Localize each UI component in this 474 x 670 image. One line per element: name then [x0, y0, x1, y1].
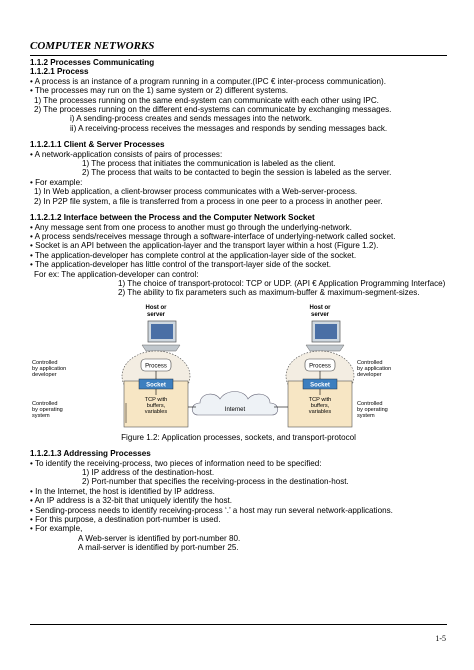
text-line: 2) In P2P file system, a file is transferred from a process in one peer to a process in another peer.	[34, 196, 383, 206]
svg-text:developer: developer	[357, 371, 382, 378]
text-line: A mail-server is identified by port-number 25.	[78, 543, 239, 553]
text-line: • A process sends/receives message through a software-interface of underlying-network called socket.	[30, 231, 396, 241]
svg-text:system: system	[32, 412, 50, 419]
process-label-left: Process	[145, 363, 167, 370]
page-number: 1-5	[435, 634, 446, 643]
text-line: 1) IP address of the destination-host.	[82, 467, 215, 477]
host-label-right: Host or	[309, 304, 331, 311]
text-line: • To identify the receiving-process, two pieces of information need to be specified:	[30, 458, 322, 468]
subsection-heading: 1.1.2.1.3 Addressing Processes	[30, 449, 151, 459]
header-rule	[30, 55, 447, 56]
svg-text:server: server	[310, 311, 330, 318]
svg-text:by application: by application	[32, 365, 67, 372]
socket-label-left: Socket	[146, 382, 166, 389]
host-label-left-2: server	[146, 311, 166, 318]
svg-text:variables: variables	[308, 408, 332, 415]
tcp-label-right: TCP with	[308, 396, 332, 403]
text-line: 2) The ability to fix parameters such as maximum-buffer & maximum-segment-sizes.	[118, 288, 420, 298]
text-line: For ex: The application-developer can control:	[34, 269, 199, 279]
controlled-app-left: Controlled	[32, 359, 58, 366]
text-line: 2) The processes running on the different end-systems can communicate by exchanging messages.	[34, 105, 392, 115]
svg-text:developer: developer	[32, 371, 57, 378]
text-line: • For this purpose, a destination port-number is used.	[30, 515, 221, 524]
computer-icon-right	[306, 321, 344, 351]
computer-icon-left	[142, 321, 180, 351]
svg-text:buffers,: buffers,	[310, 402, 330, 409]
text-line: • Sending-process needs to identify receiving-process ‘.’ a host may run several network-applications.	[30, 505, 393, 515]
footer-rule	[30, 624, 447, 625]
svg-text:by application: by application	[357, 365, 392, 372]
page-content	[30, 58, 447, 553]
controlled-app-right: Controlled	[357, 359, 383, 366]
text-line: • The processes may run on the 1) same system or 2) different systems.	[30, 86, 289, 96]
subsection-heading: 1.1.2.1.1 Client & Server Processes	[30, 140, 165, 150]
text-line: ii) A receiving-process receives the messages and responds by sending messages back.	[70, 123, 388, 133]
socket-label-right: Socket	[310, 382, 330, 389]
internet-label: Internet	[224, 406, 246, 413]
subsection-heading: 1.1.2.1 Process	[30, 67, 89, 77]
tcp-label-left: TCP with	[144, 396, 168, 403]
text-line: • The application-developer has little control of the transport-layer side of the socket.	[30, 260, 331, 270]
text-line: • Any message sent from one process to another must go through the underlying-network.	[30, 222, 352, 232]
text-line: • In the Internet, the host is identified by IP address.	[30, 486, 215, 496]
text-line: • A process is an instance of a program running in a computer.(IPC € inter-process communication).	[30, 76, 386, 86]
text-line: 1) The processes running on the same end-system can communicate with each other using IPC.	[34, 95, 379, 105]
figure-caption: Figure 1.2: Application processes, sockets, and transport-protocol	[121, 432, 356, 442]
section-heading: 1.1.2 Processes Communicating	[30, 58, 155, 67]
text-line: • The application-developer has complete control at the application-layer side of the socket.	[30, 250, 357, 260]
svg-text:by operating: by operating	[357, 406, 388, 413]
controlled-os-right: Controlled	[357, 400, 383, 407]
text-line: 1) The process that initiates the communication is labeled as the client.	[82, 159, 336, 169]
text-line: • For example,	[30, 524, 83, 534]
text-line: • A network-application consists of pairs of processes:	[30, 149, 223, 159]
text-line: 2) The process that waits to be contacted to begin the session is labeled as the server.	[82, 168, 392, 178]
text-line: i) A sending-process creates and sends messages into the network.	[70, 114, 313, 124]
subsection-heading: 1.1.2.1.2 Interface between the Process and the Computer Network Socket	[30, 213, 315, 223]
text-line: • An IP address is a 32-bit that uniquely identify the host.	[30, 496, 233, 506]
svg-text:buffers,: buffers,	[146, 402, 166, 409]
figure-sockets	[30, 303, 447, 431]
svg-text:by operating: by operating	[32, 406, 63, 413]
host-label-left: Host or	[145, 304, 167, 311]
process-label-right: Process	[309, 363, 331, 370]
text-line: 1) In Web application, a client-browser process communicates with a Web-server-process.	[34, 187, 358, 197]
svg-text:system: system	[357, 412, 375, 419]
page-header: COMPUTER NETWORKS	[30, 40, 155, 52]
text-line: 2) Port-number that specifies the receiving-process in the destination-host.	[82, 477, 349, 487]
sockets-diagram	[30, 303, 447, 431]
svg-text:variables: variables	[144, 408, 168, 415]
text-line: • For example:	[30, 177, 83, 187]
text-line: A Web-server is identified by port-number 80.	[78, 533, 241, 543]
controlled-os-left: Controlled	[32, 400, 58, 407]
text-line: • Socket is an API between the application-layer and the transport layer within a host (Figure 1.2).	[30, 241, 379, 251]
text-line: 1) The choice of transport-protocol: TCP or UDP. (API € Application Programming Interface)	[118, 278, 446, 288]
